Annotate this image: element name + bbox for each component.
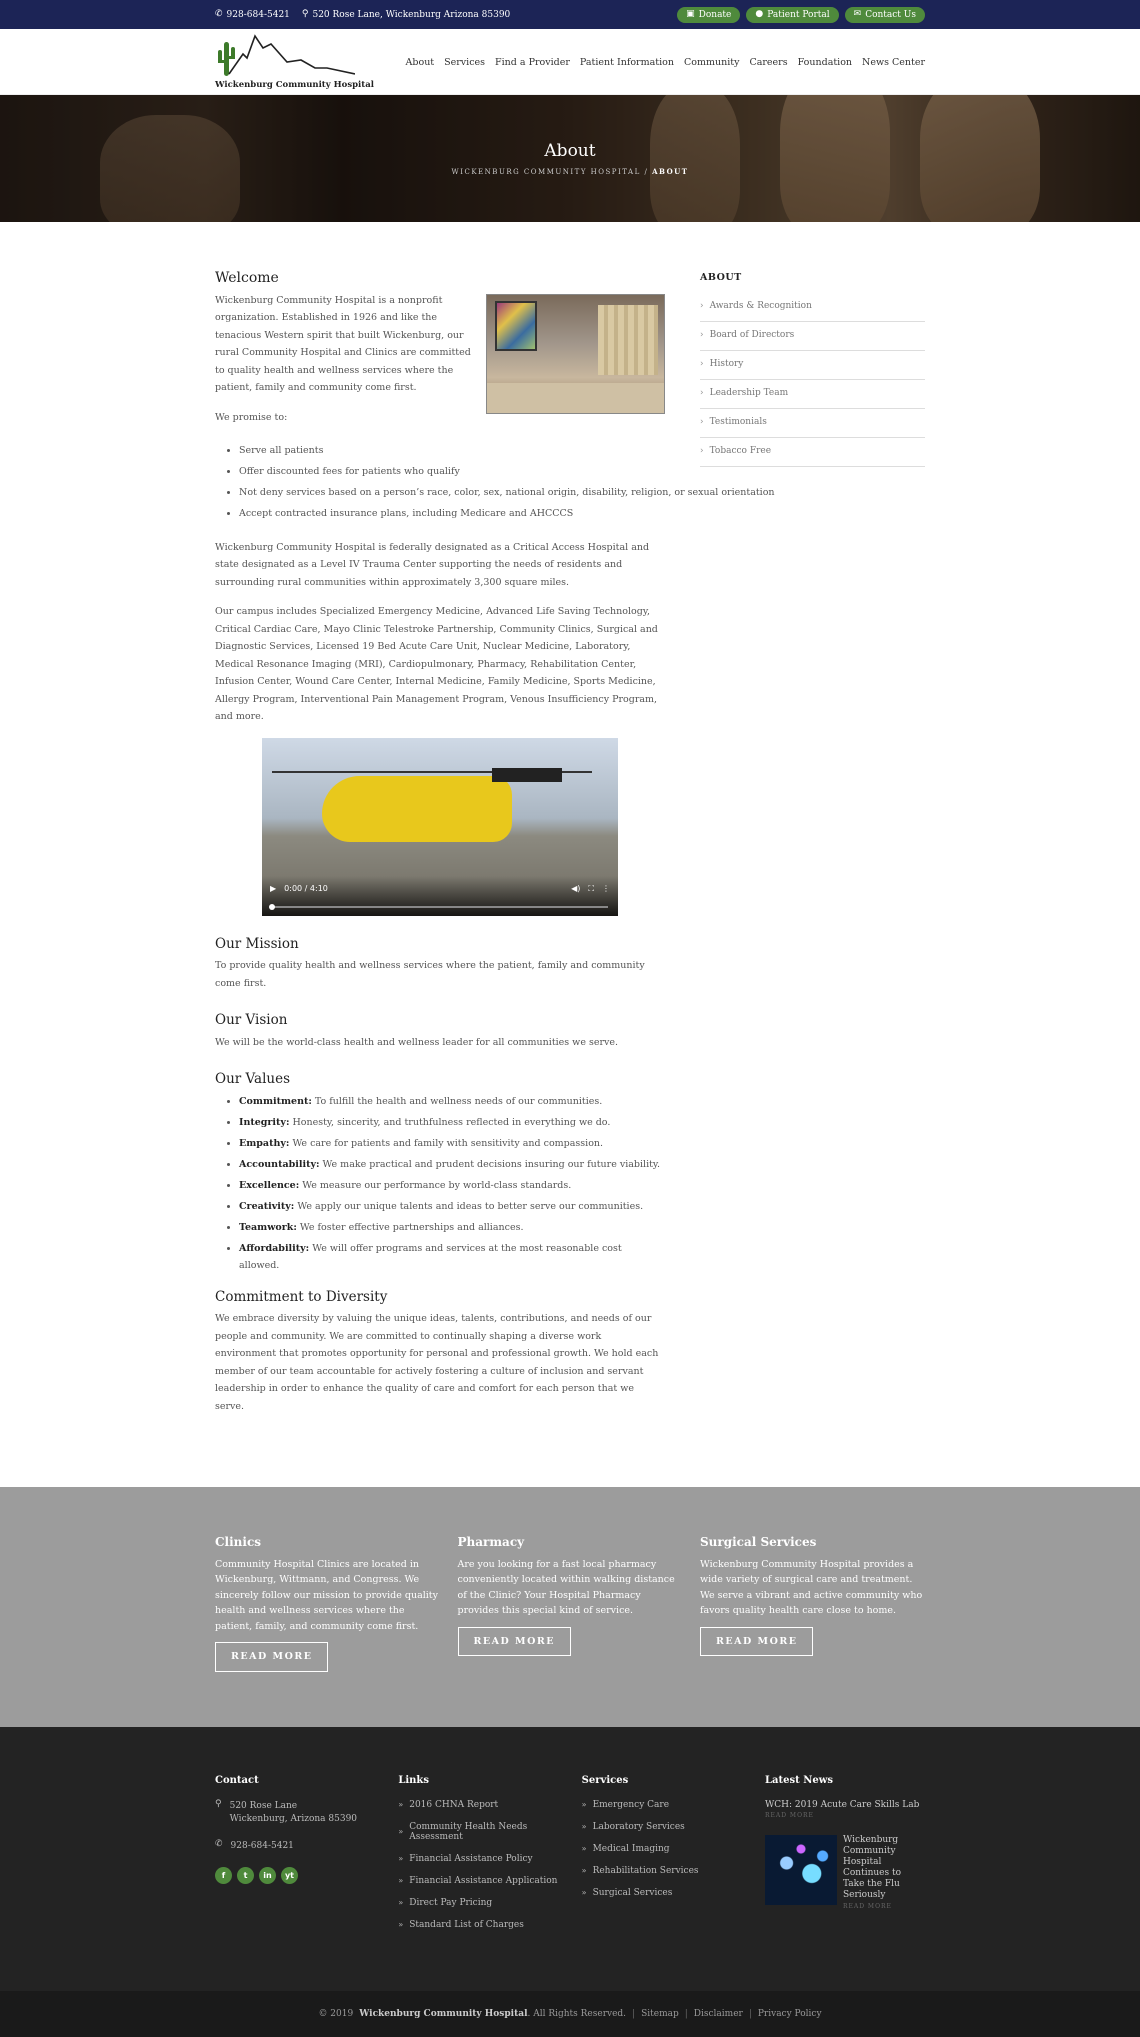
nav-find-a-provider[interactable]: Find a Provider xyxy=(495,56,570,68)
nav-community[interactable]: Community xyxy=(683,56,740,68)
critical-access-text: Wickenburg Community Hospital is federally designated as a Critical Access Hospital and state designated as a Level IV Trauma Center supporting the needs of residents and surrounding rural communities within approximately 3,300 square miles. xyxy=(215,541,650,588)
service-text: Wickenburg Community Hospital provides a wide variety of surgical care and treatment. We serve a vibrant and active community who favors quality health care close to home. xyxy=(700,1558,923,1616)
contact-us-label: Contact Us xyxy=(865,9,916,20)
breadcrumb xyxy=(452,167,689,176)
footer-link-label: Direct Pay Pricing xyxy=(409,1898,493,1908)
nav-careers[interactable]: Careers xyxy=(749,56,788,68)
diversity-heading: Commitment to Diversity xyxy=(215,1288,388,1305)
sidebar-item-board[interactable] xyxy=(700,322,925,351)
footer-heading: Links xyxy=(398,1775,429,1786)
footer-phone[interactable]: 928-684-5421 xyxy=(230,1841,294,1851)
phone-icon: ✆ xyxy=(215,1839,223,1849)
footer-contact xyxy=(215,1775,375,1942)
service-clinics xyxy=(215,1535,440,1672)
footer-link-label: Laboratory Services xyxy=(592,1822,685,1832)
sidebar-item-label: Tobacco Free xyxy=(709,446,772,456)
footer-news xyxy=(765,1775,925,1942)
footer-heading: Latest News xyxy=(764,1775,833,1786)
nav-news-center[interactable]: News Center xyxy=(862,56,925,68)
breadcrumb-home[interactable]: WICKENBURG COMMUNITY HOSPITAL xyxy=(451,168,641,176)
news-title[interactable]: WCH: 2019 Acute Care Skills Lab xyxy=(764,1800,920,1810)
news-item[interactable] xyxy=(765,1800,925,1819)
list-item: • Accept contracted insurance plans, including Medicare and AHCCCS xyxy=(239,505,665,523)
page-title: About xyxy=(544,141,596,161)
donate-button[interactable] xyxy=(677,7,740,23)
disclaimer-link[interactable]: Disclaimer xyxy=(693,2009,743,2019)
news-read-more[interactable]: READ MORE xyxy=(764,1812,814,1819)
services-band xyxy=(0,1487,1140,1727)
value-text: Honesty, sincerity, and truthfulness reflected in everything we do. xyxy=(289,1116,611,1128)
value-term: Teamwork: xyxy=(239,1221,297,1233)
video-time: 0:00 / 4:10 xyxy=(284,884,328,893)
footer-link[interactable] xyxy=(398,1854,558,1864)
helicopter-image xyxy=(322,776,512,842)
list-item xyxy=(239,1093,665,1111)
welcome-text: Wickenburg Community Hospital is a nonprofit organization. Established in 1926 and like the tenacious Western spirit that built Wickenburg, our rural Community Hospital and Clinics are committed to quality health and wellness services where the patient, family and community come first. xyxy=(215,294,471,393)
footer-link[interactable] xyxy=(398,1898,558,1908)
main-content xyxy=(0,222,1140,1487)
site-header xyxy=(0,29,1140,95)
service-pharmacy xyxy=(458,1535,683,1672)
footer-link-label: Standard List of Charges xyxy=(409,1920,524,1930)
mission-text: To provide quality health and wellness services where the patient, family and community come first. xyxy=(215,960,645,989)
value-term: Commitment: xyxy=(239,1095,312,1107)
value-text: We apply our unique talents and ideas to better serve our communities. xyxy=(294,1200,644,1212)
video-progress-bar[interactable] xyxy=(272,906,608,908)
list-item xyxy=(239,1114,665,1132)
list-item xyxy=(239,1198,665,1216)
diversity-text: We embrace diversity by valuing the unique ideas, talents, contributions, and needs of our people and community. We are committed to continually shaping a diverse work environment that promotes opportunity for personal and professional growth. We hold each member of our team accountable for actively fostering a culture of inclusion and servant leadership in order to enhance the quality of care and comfort for each person that we serve. xyxy=(215,1313,659,1412)
vision-heading: Our Vision xyxy=(215,1012,288,1028)
separator: | xyxy=(632,2009,636,2019)
footer-link-label: 2016 CHNA Report xyxy=(409,1800,499,1810)
footer-link-label: Financial Assistance Application xyxy=(409,1876,558,1886)
value-text: We care for patients and family with sensitivity and compassion. xyxy=(289,1137,604,1149)
sidebar-title: ABOUT xyxy=(700,272,742,283)
double-chevron-icon: » xyxy=(581,1866,587,1875)
volume-icon[interactable]: ◀) xyxy=(571,884,581,893)
chevron-right-icon: › xyxy=(700,300,704,311)
values-list xyxy=(239,1093,665,1275)
patient-portal-button[interactable] xyxy=(746,7,838,23)
value-text: We measure our performance by world-class standards. xyxy=(299,1179,572,1191)
top-bar xyxy=(0,0,1140,29)
video-player[interactable] xyxy=(262,738,618,916)
chevron-right-icon: › xyxy=(700,416,704,427)
footer-address-line: Wickenburg, Arizona 85390 xyxy=(229,1814,358,1824)
copyright-year: © 2019 xyxy=(318,2009,354,2019)
value-term: Accountability: xyxy=(239,1158,320,1170)
patient-portal-label: Patient Portal xyxy=(767,9,830,20)
copyright-bar xyxy=(0,1991,1140,2037)
money-icon: ▣ xyxy=(686,9,695,19)
copyright-suffix: . All Rights Reserved. xyxy=(527,2009,627,2019)
value-text: We make practical and prudent decisions insuring our future viability. xyxy=(319,1158,661,1170)
map-pin-icon: ⚲ xyxy=(215,1799,222,1809)
list-item: • Not deny services based on a person’s race, color, sex, national origin, disability, religion, or sexual orientation xyxy=(239,484,665,502)
donate-label: Donate xyxy=(698,9,732,20)
footer-services xyxy=(582,1775,742,1942)
footer-link[interactable] xyxy=(398,1876,558,1886)
sidebar xyxy=(700,270,925,1427)
footer-address-line: 520 Rose Lane xyxy=(229,1801,298,1811)
double-chevron-icon: » xyxy=(398,1876,404,1885)
mission-heading: Our Mission xyxy=(215,935,299,952)
privacy-policy-link[interactable]: Privacy Policy xyxy=(757,2009,822,2019)
list-item: • Serve all patients xyxy=(239,442,665,460)
more-options-icon[interactable]: ⋮ xyxy=(602,884,610,893)
top-address xyxy=(302,10,510,20)
footer-links xyxy=(398,1775,558,1942)
twitter-icon[interactable]: t xyxy=(237,1867,254,1884)
double-chevron-icon: » xyxy=(398,1827,404,1836)
footer-heading: Contact xyxy=(215,1775,259,1786)
double-chevron-icon: » xyxy=(581,1844,587,1853)
footer-link[interactable] xyxy=(398,1822,558,1842)
footer-service-link[interactable] xyxy=(582,1844,742,1854)
play-icon[interactable]: ▶ xyxy=(270,884,277,893)
list-item xyxy=(239,1156,665,1174)
cactus-mountain-logo-icon xyxy=(215,34,355,78)
footer-link-label: Surgical Services xyxy=(592,1888,673,1898)
double-chevron-icon: » xyxy=(581,1800,587,1809)
person-icon: ● xyxy=(755,9,764,19)
value-term: Affordability: xyxy=(239,1242,310,1254)
footer-service-link[interactable] xyxy=(582,1888,742,1898)
sidebar-item-label: Board of Directors xyxy=(709,330,795,340)
youtube-icon[interactable]: yt xyxy=(281,1867,298,1884)
chevron-right-icon: › xyxy=(700,329,704,340)
breadcrumb-current: ABOUT xyxy=(652,167,689,176)
double-chevron-icon: » xyxy=(398,1800,404,1809)
service-surgical xyxy=(700,1535,925,1672)
main-nav xyxy=(406,57,925,68)
sidebar-item-history[interactable] xyxy=(700,351,925,380)
logo-text: Wickenburg Community Hospital xyxy=(215,80,374,90)
service-title: Pharmacy xyxy=(457,1535,525,1549)
chevron-right-icon: › xyxy=(700,387,704,398)
vision-text: We will be the world-class health and wellness leader for all communities we serve. xyxy=(215,1036,619,1048)
value-text: We foster effective partnerships and alliances. xyxy=(296,1221,524,1233)
top-phone-text: 928-684-5421 xyxy=(226,9,290,20)
service-text: Are you looking for a fast local pharmacy conveniently located within walking distance of the Clinic? Your Hospital Pharmacy provides this special kind of service. xyxy=(457,1558,675,1616)
footer-heading: Services xyxy=(581,1775,629,1786)
list-item xyxy=(239,1177,665,1195)
nav-services[interactable]: Services xyxy=(444,56,486,68)
facebook-icon[interactable]: f xyxy=(215,1867,232,1884)
contact-us-button[interactable] xyxy=(845,7,925,23)
double-chevron-icon: » xyxy=(398,1898,404,1907)
flu-virus-image[interactable] xyxy=(765,1835,837,1905)
linkedin-icon[interactable]: in xyxy=(259,1867,276,1884)
service-text: Community Hospital Clinics are located in Wickenburg, Wittmann, and Congress. We sincerely follow our mission to provide quality health and wellness services where the patient, family, and community come first. xyxy=(215,1558,438,1632)
value-text: We will offer programs and services at the most reasonable cost allowed. xyxy=(239,1242,622,1271)
value-term: Excellence: xyxy=(239,1179,300,1191)
sidebar-item-tobacco-free[interactable] xyxy=(700,438,925,467)
list-item: • Offer discounted fees for patients who qualify xyxy=(239,463,665,481)
campus-text: Our campus includes Specialized Emergency Medicine, Advanced Life Saving Technology, Critical Cardiac Care, Mayo Clinic Telestroke Partnership, Community Clinics, Surgical and Diagnostic Services, Licensed 19 Bed Acute Care Unit, Nuclear Medicine, Laboratory, Medical Resonance Imaging (MRI), Cardiopulmonary, Pharmacy, Rehabilitation Center, Infusion Center, Wound Care Center, Internal Medicine, Family Medicine, Sports Medicine, Allergy Program, Interventional Pain Management Program, Venous Insufficiency Program, and more. xyxy=(215,606,658,722)
footer-link-label: Community Health Needs Assessment xyxy=(409,1822,528,1842)
chevron-right-icon: › xyxy=(700,445,704,456)
double-chevron-icon: » xyxy=(581,1888,587,1897)
surgical-read-more-button[interactable]: READ MORE xyxy=(700,1627,813,1657)
values-heading: Our Values xyxy=(215,1071,290,1087)
envelope-icon: ✉ xyxy=(853,9,862,19)
site-logo[interactable] xyxy=(215,34,374,90)
separator: | xyxy=(748,2009,752,2019)
double-chevron-icon: » xyxy=(398,1920,404,1929)
social-links xyxy=(215,1867,375,1884)
news-read-more[interactable]: READ MORE xyxy=(842,1903,892,1910)
footer-service-link[interactable] xyxy=(582,1800,742,1810)
footer-link-label: Financial Assistance Policy xyxy=(409,1854,533,1864)
chevron-right-icon: › xyxy=(700,358,704,369)
sidebar-item-label: History xyxy=(709,359,744,369)
footer-link[interactable] xyxy=(398,1920,558,1930)
sidebar-item-label: Testimonials xyxy=(709,417,767,427)
footer-link-label: Emergency Care xyxy=(592,1800,670,1810)
sidebar-item-label: Leadership Team xyxy=(709,388,789,398)
list-item xyxy=(239,1135,665,1153)
news-item[interactable] xyxy=(765,1835,925,1910)
page-hero xyxy=(0,95,1140,222)
service-title: Surgical Services xyxy=(700,1535,817,1549)
double-chevron-icon: » xyxy=(581,1822,587,1831)
hospital-hallway-image xyxy=(486,294,665,414)
footer-link-label: Medical Imaging xyxy=(592,1844,670,1854)
list-item xyxy=(239,1240,665,1275)
sidebar-item-testimonials[interactable] xyxy=(700,409,925,438)
breadcrumb-separator: / xyxy=(644,168,649,176)
service-title: Clinics xyxy=(215,1535,262,1549)
nav-foundation[interactable]: Foundation xyxy=(797,56,853,68)
separator: | xyxy=(684,2009,688,2019)
value-text: To fulfill the health and wellness needs of our communities. xyxy=(311,1095,603,1107)
footer-service-link[interactable] xyxy=(582,1822,742,1832)
footer-service-link[interactable] xyxy=(582,1866,742,1876)
top-address-text: 520 Rose Lane, Wickenburg Arizona 85390 xyxy=(312,9,511,20)
value-term: Empathy: xyxy=(239,1137,290,1149)
value-term: Creativity: xyxy=(239,1200,295,1212)
value-term: Integrity: xyxy=(239,1116,290,1128)
double-chevron-icon: » xyxy=(398,1854,404,1863)
map-pin-icon: ⚲ xyxy=(301,9,309,19)
phone-icon: ✆ xyxy=(215,9,223,19)
sidebar-item-label: Awards & Recognition xyxy=(709,301,812,311)
welcome-heading: Welcome xyxy=(215,270,279,286)
site-footer xyxy=(0,1727,1140,1991)
sidebar-item-leadership[interactable] xyxy=(700,380,925,409)
fullscreen-icon[interactable]: ⛶ xyxy=(588,884,594,893)
footer-link[interactable] xyxy=(398,1800,558,1810)
top-phone[interactable] xyxy=(215,10,290,20)
promise-intro: We promise to: xyxy=(215,411,288,423)
clinics-read-more-button[interactable]: READ MORE xyxy=(215,1642,328,1672)
nav-about[interactable]: About xyxy=(405,56,435,68)
list-item xyxy=(239,1219,665,1237)
copyright-name: Wickenburg Community Hospital xyxy=(359,2009,528,2019)
pharmacy-read-more-button[interactable]: READ MORE xyxy=(458,1627,571,1657)
sitemap-link[interactable]: Sitemap xyxy=(641,2009,679,2019)
nav-patient-information[interactable]: Patient Information xyxy=(579,56,674,68)
news-title[interactable]: Wickenburg Community Hospital Continues to Take the Flu Seriously xyxy=(842,1835,902,1900)
sidebar-item-awards[interactable] xyxy=(700,293,925,322)
footer-link-label: Rehabilitation Services xyxy=(592,1866,699,1876)
